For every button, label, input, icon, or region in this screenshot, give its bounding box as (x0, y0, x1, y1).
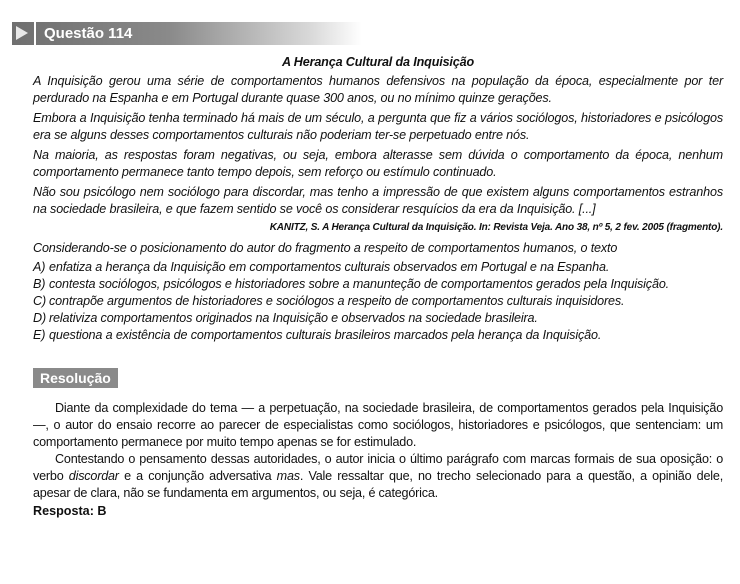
text-source: KANITZ, S. A Herança Cultural da Inquisição. In: Revista Veja. Ano 38, nº 5, 2 fev. 2005 (fragmento). (269, 222, 723, 233)
text-span: . Vale ressaltar que, no trecho selecionado para a questão, a opinião dele, apesar de clara, não se fundamenta em argumentos, ou seja, é categórica. (33, 469, 723, 500)
resolution-paragraph (33, 451, 723, 502)
text-title: A Herança Cultural da Inquisição (281, 55, 475, 69)
emphasis: discordar (68, 469, 119, 483)
text-span: Contestando o pensamento dessas autoridades, o autor inicia o último parágrafo com marcas formais de sua oposição: o verbo (33, 452, 723, 483)
question-number: Questão 114 (44, 25, 133, 42)
resolution-header: Resolução (33, 368, 118, 388)
option-letter: D) (33, 311, 46, 325)
resolution-paragraph: Diante da complexidade do tema — a perpetuação, na sociedade brasileira, de comportamentos gerados pela Inquisição —, o autor do ensaio recorre ao parecer de especialistas como sociólogos, historiadores e psicólogos, que sentenciam: um comportamento permanece por muito tempo apenas se for estimulado. (33, 401, 723, 449)
option-d (33, 310, 723, 327)
option-c (33, 293, 723, 310)
option-text: relativiza comportamentos originados na Inquisição e observados na sociedade brasileira. (49, 311, 538, 325)
option-text: contesta sociólogos, psicólogos e historiadores sobre a manunteção de comportamentos gerados pela Inquisição. (49, 277, 670, 291)
text-paragraph: Na maioria, as respostas foram negativas, ou seja, embora alterasse sem dúvida o comportamento da época, nenhum comportamento permanece tanto tempo depois, sem reforço ou estímulo continuado. (33, 148, 723, 179)
option-text: contrapõe argumentos de historiadores e sociólogos a respeito de comportamentos culturais inquisidores. (49, 294, 625, 308)
text-paragraph: Não sou psicólogo nem sociólogo para discordar, mas tenho a impressão de que existem alguns comportamentos estranhos na sociedade brasileira, e que fazem sentido se você os considerar resquícios da era da Inquisição. [...] (33, 185, 723, 216)
option-letter: A) (33, 260, 46, 274)
option-b (33, 276, 723, 293)
play-arrow-icon (16, 26, 28, 40)
text-paragraph: Embora a Inquisição tenha terminado há mais de um século, a pergunta que fiz a vários sociólogos, historiadores e psicólogos era se alguns desses comportamentos culturais não poderiam ter-se perpetuado entre nós. (33, 111, 723, 142)
emphasis: mas (276, 469, 300, 483)
text-paragraph: A Inquisição gerou uma série de comportamentos humanos defensivos na população da época, especialmente por ter perdurado na Espanha e em Portugal durante quase 300 anos, ou no mínimo quinze gerações. (33, 74, 723, 105)
divider (34, 22, 36, 45)
option-letter: E) (33, 328, 46, 342)
answer: Resposta: B (33, 504, 107, 518)
option-text: questiona a existência de comportamentos culturais brasileiros marcados pela herança da Inquisição. (49, 328, 602, 342)
resolution-text (33, 400, 723, 502)
question-stem: Considerando-se o posicionamento do autor do fragmento a respeito de comportamentos humanos, o texto (33, 241, 618, 255)
option-letter: B) (33, 277, 46, 291)
option-letter: C) (33, 294, 46, 308)
option-text: enfatiza a herança da Inquisição em comportamentos culturais observados em Portugal e na Espanha. (49, 260, 610, 274)
question-header (12, 22, 362, 45)
question-body (33, 54, 723, 344)
option-a (33, 259, 723, 276)
option-e (33, 327, 723, 344)
text-span: e a conjunção adversativa (118, 469, 277, 483)
